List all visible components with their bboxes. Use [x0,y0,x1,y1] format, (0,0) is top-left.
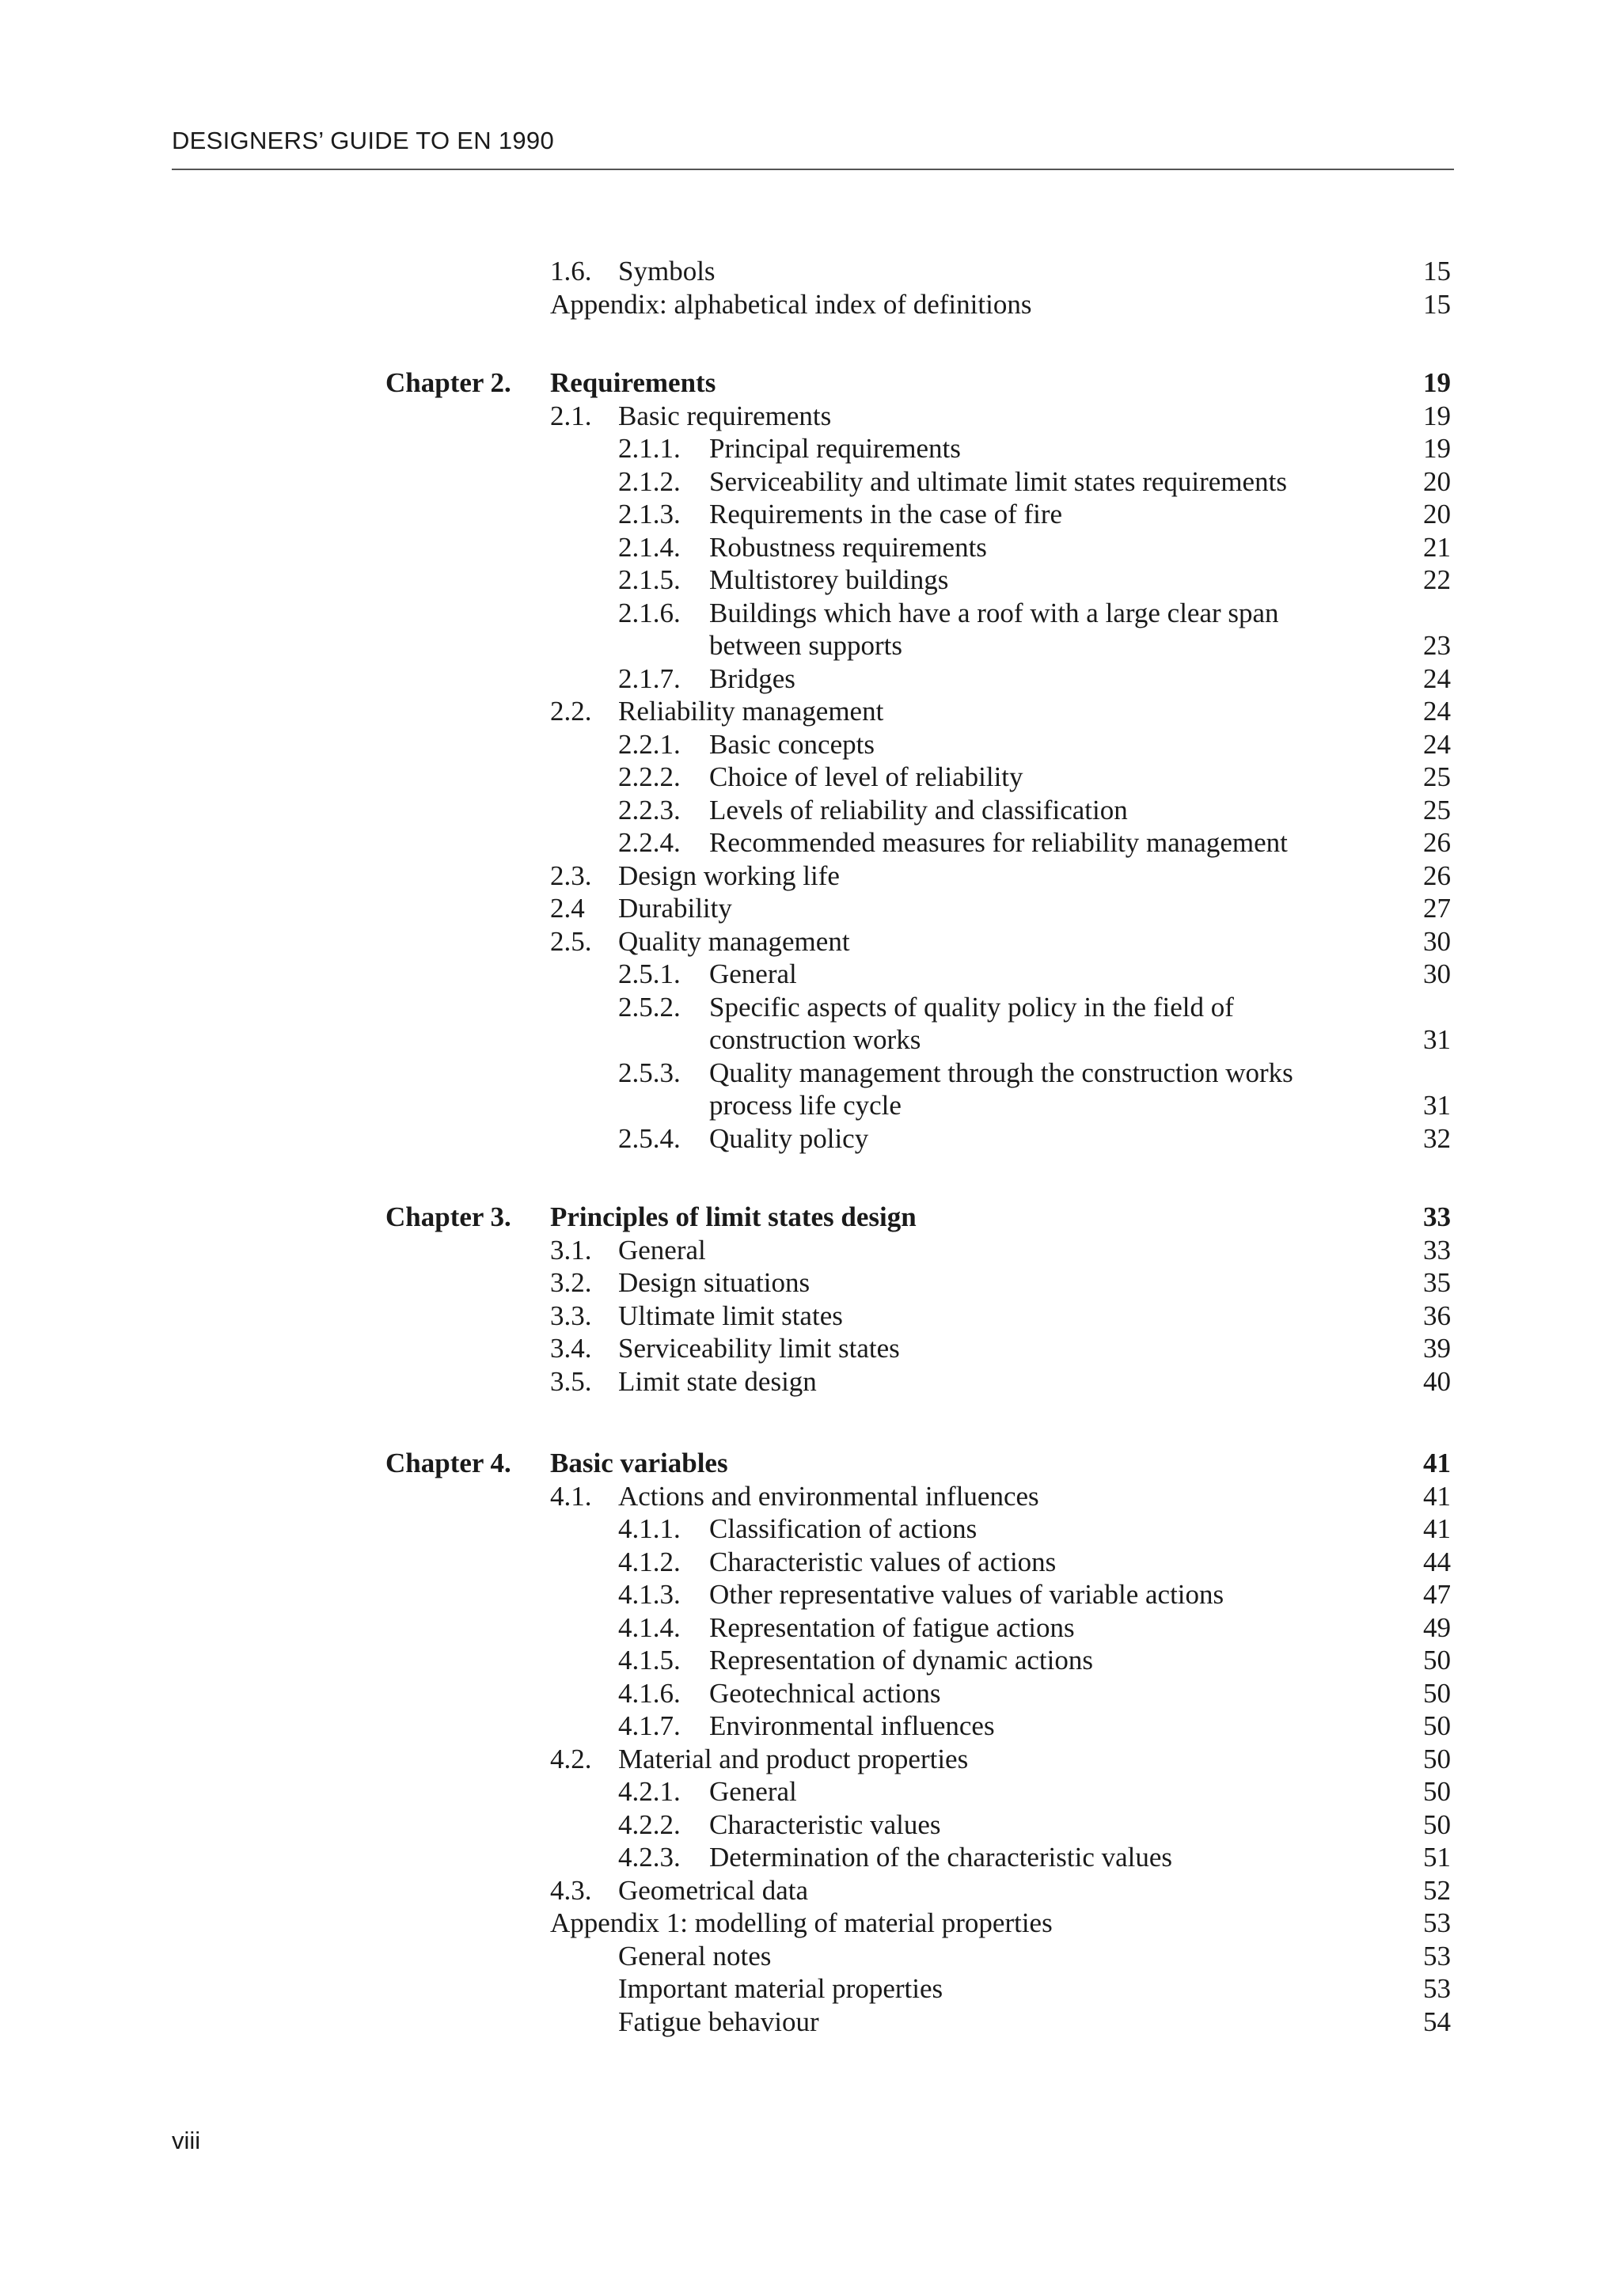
page-number: 53 [1423,1907,1451,1938]
toc-entry[interactable] [0,958,1621,991]
page-number: 50 [1423,1744,1451,1774]
page-number: 24 [1423,729,1451,760]
section-number: 2.1.2. [618,466,681,497]
toc-entry[interactable] [0,1512,1621,1546]
section-title: General notes [618,1941,772,1972]
toc-entry[interactable] [0,1874,1621,1907]
section-title: Serviceability limit states [618,1333,900,1364]
page-number: 41 [1423,1448,1451,1478]
section-number: 3.4. [550,1333,592,1364]
section-number: 3.2. [550,1267,592,1298]
section-number: 1.6. [550,256,592,287]
section-number: 4.3. [550,1875,592,1906]
section-title: Robustness requirements [709,532,987,563]
toc-entry[interactable] [0,925,1621,958]
section-number: 3.1. [550,1235,592,1266]
header-rule [172,169,1454,170]
section-title: Buildings which have a roof with a large clear span [709,598,1279,628]
section-number: 2.1.5. [618,564,681,595]
toc-entry[interactable] [0,1611,1621,1645]
page-number: 32 [1423,1123,1451,1154]
section-number: 2.1.6. [618,598,681,628]
toc-chapter[interactable] [0,1201,1621,1234]
page-number: 31 [1423,1090,1451,1121]
toc-entry[interactable] [0,1480,1621,1513]
section-title: between supports [709,630,902,661]
section-title: Symbols [618,256,716,287]
section-title: Design working life [618,860,840,891]
toc-entry-continuation[interactable] [0,629,1621,662]
section-title: Design situations [618,1267,810,1298]
section-number: 2.5. [550,926,592,957]
section-title: process life cycle [709,1090,902,1121]
section-number: 2.5.2. [618,992,681,1023]
section-title: Representation of dynamic actions [709,1645,1093,1676]
section-number: 2.1.1. [618,433,681,464]
page-number: 41 [1423,1513,1451,1544]
section-number: 4.2.3. [618,1842,681,1873]
toc-entry[interactable] [0,1266,1621,1300]
page-number: 51 [1423,1842,1451,1873]
toc-entry[interactable] [0,991,1621,1024]
section-number: 2.2.4. [618,827,681,858]
page-number: 22 [1423,564,1451,595]
page-folio: viii [172,2127,201,2154]
section-title: Material and product properties [618,1744,969,1774]
toc-entry-continuation[interactable] [0,1023,1621,1057]
page-number: 15 [1423,289,1451,320]
page-number: 26 [1423,827,1451,858]
chapter-label: Chapter 2. [385,367,511,398]
toc-entry[interactable] [0,761,1621,794]
section-title: Basic concepts [709,729,875,760]
page-number: 24 [1423,663,1451,694]
section-number: 4.2.1. [618,1776,681,1807]
toc-entry[interactable] [0,1677,1621,1710]
section-number: 3.5. [550,1366,592,1397]
page-number: 54 [1423,2006,1451,2037]
section-title: Levels of reliability and classification [709,795,1128,825]
section-title: Bridges [709,663,795,694]
section-number: 3.3. [550,1300,592,1331]
toc-entry[interactable] [0,1122,1621,1156]
section-number: 2.3. [550,860,592,891]
page-number: 36 [1423,1300,1451,1331]
section-title: Appendix 1: modelling of material properties [550,1907,1053,1938]
toc-entry[interactable] [0,432,1621,465]
page-number: 47 [1423,1579,1451,1610]
page-number: 19 [1423,433,1451,464]
chapter-label: Chapter 4. [385,1448,511,1478]
section-number: 2.5.3. [618,1057,681,1088]
section-number: 2.2.3. [618,795,681,825]
page-number: 20 [1423,466,1451,497]
section-number: 4.1. [550,1481,592,1512]
page-number: 53 [1423,1973,1451,2004]
toc-entry[interactable] [0,465,1621,499]
section-title: Ultimate limit states [618,1300,843,1331]
section-title: Quality management through the construction works [709,1057,1293,1088]
page-number: 35 [1423,1267,1451,1298]
section-number: 2.5.4. [618,1123,681,1154]
toc-entry[interactable] [0,728,1621,761]
section-title: Important material properties [618,1973,943,2004]
toc-chapter[interactable] [0,1447,1621,1480]
section-number: 4.2.2. [618,1809,681,1840]
toc-entry[interactable] [0,892,1621,925]
section-title: Characteristic values [709,1809,941,1840]
toc-entry[interactable] [0,1710,1621,1743]
toc-entry[interactable] [0,498,1621,531]
page-number: 27 [1423,893,1451,924]
section-number: 4.1.3. [618,1579,681,1610]
section-title: Basic requirements [618,400,832,431]
section-number: 2.4 [550,893,585,924]
toc-entry[interactable] [0,1300,1621,1333]
section-title: Representation of fatigue actions [709,1612,1075,1643]
page-number: 39 [1423,1333,1451,1364]
page-number: 41 [1423,1481,1451,1512]
toc-entry[interactable] [0,2006,1621,2039]
section-title: Quality management [618,926,850,957]
page-number: 33 [1423,1201,1451,1232]
page-number: 19 [1423,367,1451,398]
section-title: General [618,1235,706,1266]
page-number: 40 [1423,1366,1451,1397]
section-number: 4.2. [550,1744,592,1774]
section-number: 2.1.3. [618,499,681,529]
section-title: Characteristic values of actions [709,1546,1057,1577]
section-title: Classification of actions [709,1513,978,1544]
section-number: 2.1. [550,400,592,431]
toc-entry[interactable] [0,597,1621,630]
section-number: 4.1.7. [618,1710,681,1741]
toc-entry[interactable] [0,860,1621,893]
page-number: 50 [1423,1678,1451,1709]
section-title: Limit state design [618,1366,817,1397]
section-number: 2.2.2. [618,761,681,792]
toc-entry[interactable] [0,1644,1621,1677]
page-number: 20 [1423,499,1451,529]
toc-entry[interactable] [0,1775,1621,1808]
chapter-title: Principles of limit states design [550,1201,917,1232]
section-title: Fatigue behaviour [618,2006,819,2037]
toc-entry[interactable] [0,1907,1621,1940]
page-number: 53 [1423,1941,1451,1972]
toc-entry[interactable] [0,1972,1621,2006]
chapter-label: Chapter 3. [385,1201,511,1232]
page-number: 30 [1423,958,1451,989]
chapter-title: Basic variables [550,1448,728,1478]
section-number: 2.2.1. [618,729,681,760]
toc-entry[interactable] [0,288,1621,321]
page-number: 25 [1423,761,1451,792]
section-title: Recommended measures for reliability management [709,827,1288,858]
section-title: construction works [709,1024,921,1055]
section-title: Other representative values of variable actions [709,1579,1224,1610]
toc-entry[interactable] [0,531,1621,564]
page-number: 50 [1423,1645,1451,1676]
page-number: 23 [1423,630,1451,661]
page-number: 25 [1423,795,1451,825]
section-title: Principal requirements [709,433,961,464]
page-number: 50 [1423,1776,1451,1807]
section-number: 4.1.5. [618,1645,681,1676]
toc-entry[interactable] [0,1808,1621,1842]
page-number: 50 [1423,1710,1451,1741]
toc-entry[interactable] [0,1332,1621,1365]
section-title: Geometrical data [618,1875,809,1906]
running-head: DESIGNERS’ GUIDE TO EN 1990 [172,127,555,154]
section-title: Determination of the characteristic values [709,1842,1173,1873]
section-title: Environmental influences [709,1710,995,1741]
page-number: 21 [1423,532,1451,563]
toc-entry[interactable] [0,255,1621,288]
page-number: 24 [1423,696,1451,727]
toc-entry[interactable] [0,1365,1621,1398]
section-number: 2.2. [550,696,592,727]
section-title: Multistorey buildings [709,564,949,595]
page-number: 26 [1423,860,1451,891]
section-title: Specific aspects of quality policy in the field of [709,992,1234,1023]
page-number: 31 [1423,1024,1451,1055]
toc-entry-continuation[interactable] [0,1089,1621,1122]
section-title: Durability [618,893,732,924]
toc-entry[interactable] [0,1546,1621,1579]
page-number: 30 [1423,926,1451,957]
section-title: Appendix: alphabetical index of definitions [550,289,1032,320]
toc-entry[interactable] [0,826,1621,860]
section-number: 4.1.4. [618,1612,681,1643]
toc-entry[interactable] [0,1743,1621,1776]
section-title: Actions and environmental influences [618,1481,1039,1512]
section-title: Requirements in the case of fire [709,499,1063,529]
section-title: Quality policy [709,1123,869,1154]
toc-entry[interactable] [0,1841,1621,1874]
section-title: Choice of level of reliability [709,761,1023,792]
section-title: Reliability management [618,696,884,727]
page-number: 49 [1423,1612,1451,1643]
section-number: 2.5.1. [618,958,681,989]
page-number: 19 [1423,400,1451,431]
toc-entry[interactable] [0,564,1621,597]
section-number: 4.1.6. [618,1678,681,1709]
section-number: 2.1.4. [618,532,681,563]
toc-entry[interactable] [0,1578,1621,1611]
toc-entry[interactable] [0,794,1621,827]
section-number: 2.1.7. [618,663,681,694]
toc-entry[interactable] [0,1234,1621,1267]
page-number: 33 [1423,1235,1451,1266]
toc-entry[interactable] [0,1940,1621,1973]
page-number: 44 [1423,1546,1451,1577]
section-number: 4.1.1. [618,1513,681,1544]
section-title: Geotechnical actions [709,1678,941,1709]
chapter-title: Requirements [550,367,716,398]
toc-entry[interactable] [0,1057,1621,1090]
section-number: 4.1.2. [618,1546,681,1577]
toc-entry[interactable] [0,662,1621,696]
toc-entry[interactable] [0,400,1621,433]
section-title: Serviceability and ultimate limit states requirements [709,466,1287,497]
toc-entry[interactable] [0,695,1621,728]
page-number: 52 [1423,1875,1451,1906]
page-number: 50 [1423,1809,1451,1840]
section-title: General [709,1776,797,1807]
section-title: General [709,958,797,989]
page-number: 15 [1423,256,1451,287]
toc-chapter[interactable] [0,366,1621,400]
